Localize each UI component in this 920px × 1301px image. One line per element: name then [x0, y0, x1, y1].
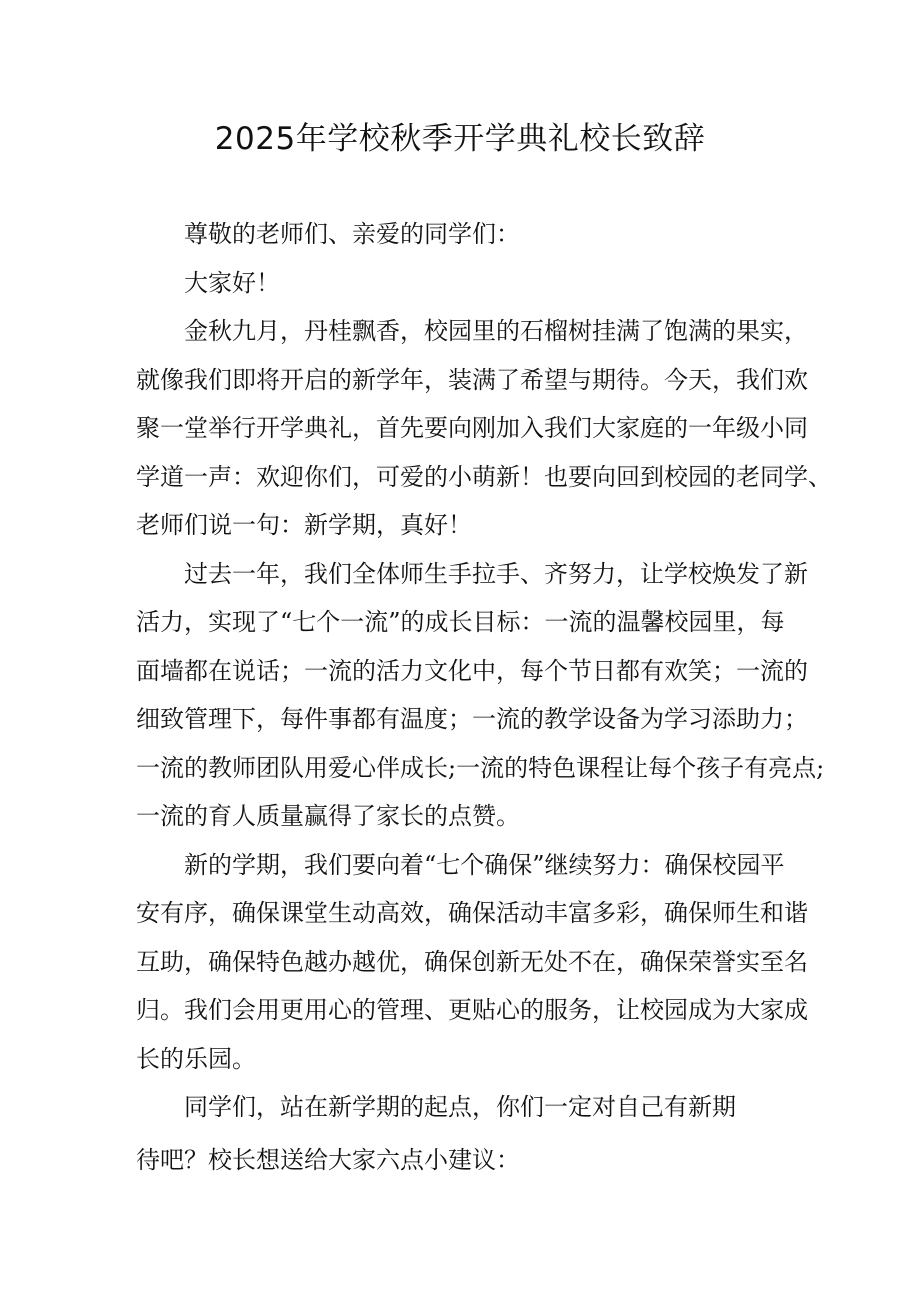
- greeting: 大家好！: [184, 268, 280, 297]
- paragraph-1-line-3: 聚一堂举行开学典礼，首先要向刚加入我们大家庭的一年级小同: [136, 414, 808, 442]
- paragraph-3-line-2: 安有序，确保课堂生动高效，确保活动丰富多彩，确保师生和谐: [136, 899, 808, 927]
- paragraph-1-line-1: 金秋九月，丹桂飘香，校园里的石榴树挂满了饱满的果实，: [184, 317, 808, 345]
- paragraph-2-line-5: 一流的教师团队用爱心伴成长;一流的特色课程让每个孩子有亮点;: [136, 753, 825, 782]
- paragraph-2-line-3: 面墙都在说话；一流的活力文化中，每个节日都有欢笑；一流的: [136, 656, 808, 685]
- paragraph-1-line-5: 老师们说一句：新学期，真好！: [136, 511, 472, 539]
- document-title: 2025年学校秋季开学典礼校长致辞: [214, 121, 706, 157]
- paragraph-3-line-4: 归。我们会用更用心的管理、更贴心的服务，让校园成为大家成: [136, 996, 808, 1024]
- paragraph-1-line-4: 学道一声：欢迎你们，可爱的小萌新！也要向回到校园的老同学、: [136, 462, 832, 491]
- paragraph-1-line-2: 就像我们即将开启的新学年，装满了希望与期待。今天，我们欢: [136, 365, 808, 394]
- paragraph-3-line-5: 长的乐园。: [136, 1044, 256, 1073]
- paragraph-2-line-1: 过去一年，我们全体师生手拉手、齐努力，让学校焕发了新: [184, 559, 808, 588]
- paragraph-3-line-1: 新的学期，我们要向着“七个确保”继续努力：确保校园平: [184, 850, 785, 879]
- paragraph-2-line-4: 细致管理下，每件事都有温度；一流的教学设备为学习添助力；: [136, 705, 808, 733]
- document-body: [136, 210, 832, 1184]
- paragraph-4-line-1: 同学们，站在新学期的起点，你们一定对自己有新期: [184, 1093, 736, 1121]
- paragraph-3-line-3: 互助，确保特色越办越优，确保创新无处不在，确保荣誉实至名: [136, 947, 808, 976]
- paragraph-2-line-6: 一流的育人质量赢得了家长的点赞。: [136, 802, 520, 830]
- paragraph-4-line-2: 待吧？校长想送给大家六点小建议：: [136, 1145, 520, 1174]
- salutation: 尊敬的老师们、亲爱的同学们：: [184, 220, 520, 248]
- paragraph-2-line-2: 活力，实现了“七个一流”的成长目标：一流的温馨校园里，每: [136, 608, 785, 636]
